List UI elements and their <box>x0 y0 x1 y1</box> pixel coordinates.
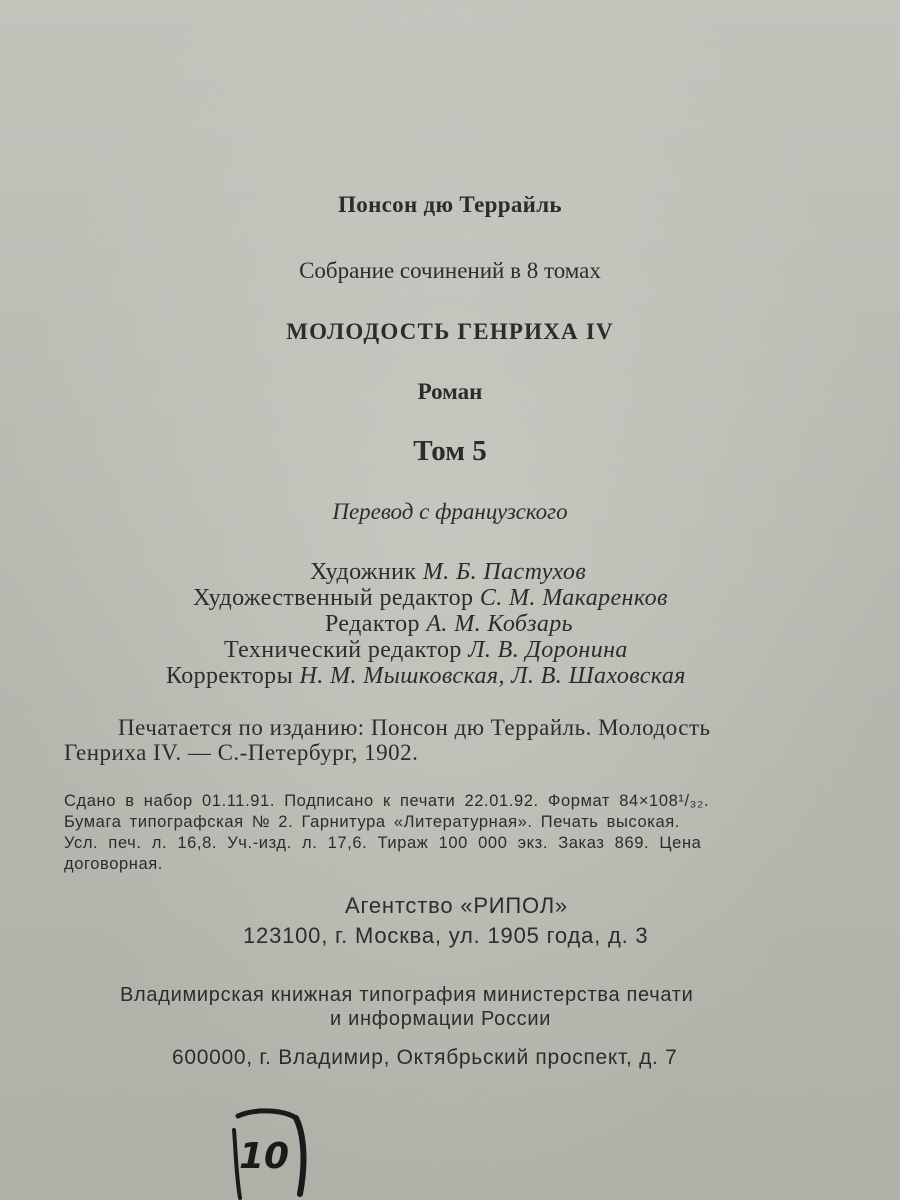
source-note-line-1: Печатается по изданию: Понсон дю Террайль. Молодость <box>118 715 711 740</box>
publisher-name: Агентство «РИПОЛ» <box>345 893 568 918</box>
book-title: МОЛОДОСТЬ ГЕНРИХА IV <box>286 319 614 344</box>
source-note-line-2: Генриха IV. — С.-Петербург, 1902. <box>64 740 419 765</box>
collection-title: Собрание сочинений в 8 томах <box>299 258 601 283</box>
imprint-line-4: договорная. <box>64 855 163 873</box>
author-name: Понсон дю Террайль <box>338 192 562 217</box>
publisher-address: 123100, г. Москва, ул. 1905 года, д. 3 <box>243 923 649 948</box>
translation-note: Перевод с французского <box>332 499 568 524</box>
printer-name-line-2: и информации России <box>330 1008 552 1030</box>
imprint-line-2: Бумага типографская № 2. Гарнитура «Литературная». Печать высокая. <box>64 813 680 831</box>
credit-art-editor <box>193 586 668 610</box>
printer-address: 600000, г. Владимир, Октябрьский проспект, д. 7 <box>172 1046 678 1069</box>
handwritten-stamp <box>226 1104 312 1200</box>
credit-technical-editor <box>224 638 628 662</box>
volume-number: Том 5 <box>413 435 487 467</box>
credit-person: А. М. Кобзарь <box>426 611 573 637</box>
credit-editor <box>325 612 573 636</box>
credit-role: Художественный редактор <box>193 585 474 611</box>
stamp-number: 10 <box>238 1136 290 1177</box>
credit-person: М. Б. Пастухов <box>422 559 587 585</box>
credit-person: С. М. Макаренков <box>479 585 668 611</box>
genre-label: Роман <box>417 379 483 404</box>
imprint-line-3: Усл. печ. л. 16,8. Уч.-изд. л. 17,6. Тираж 100 000 экз. Заказ 869. Цена <box>64 834 702 852</box>
credit-proofreaders <box>166 664 686 688</box>
credit-artist <box>310 560 586 584</box>
credit-role: Художник <box>310 559 417 585</box>
printer-name-line-1: Владимирская книжная типография министерства печати <box>120 984 694 1006</box>
credit-role: Корректоры <box>166 663 294 689</box>
credit-person: Н. М. Мышковская, Л. В. Шаховская <box>299 663 686 689</box>
imprint-line-1: Сдано в набор 01.11.91. Подписано к печати 22.01.92. Формат 84×108¹/₃₂. <box>64 792 710 810</box>
credit-role: Редактор <box>325 611 420 637</box>
credit-person: Л. В. Доронина <box>468 637 628 663</box>
credit-role: Технический редактор <box>224 637 462 663</box>
